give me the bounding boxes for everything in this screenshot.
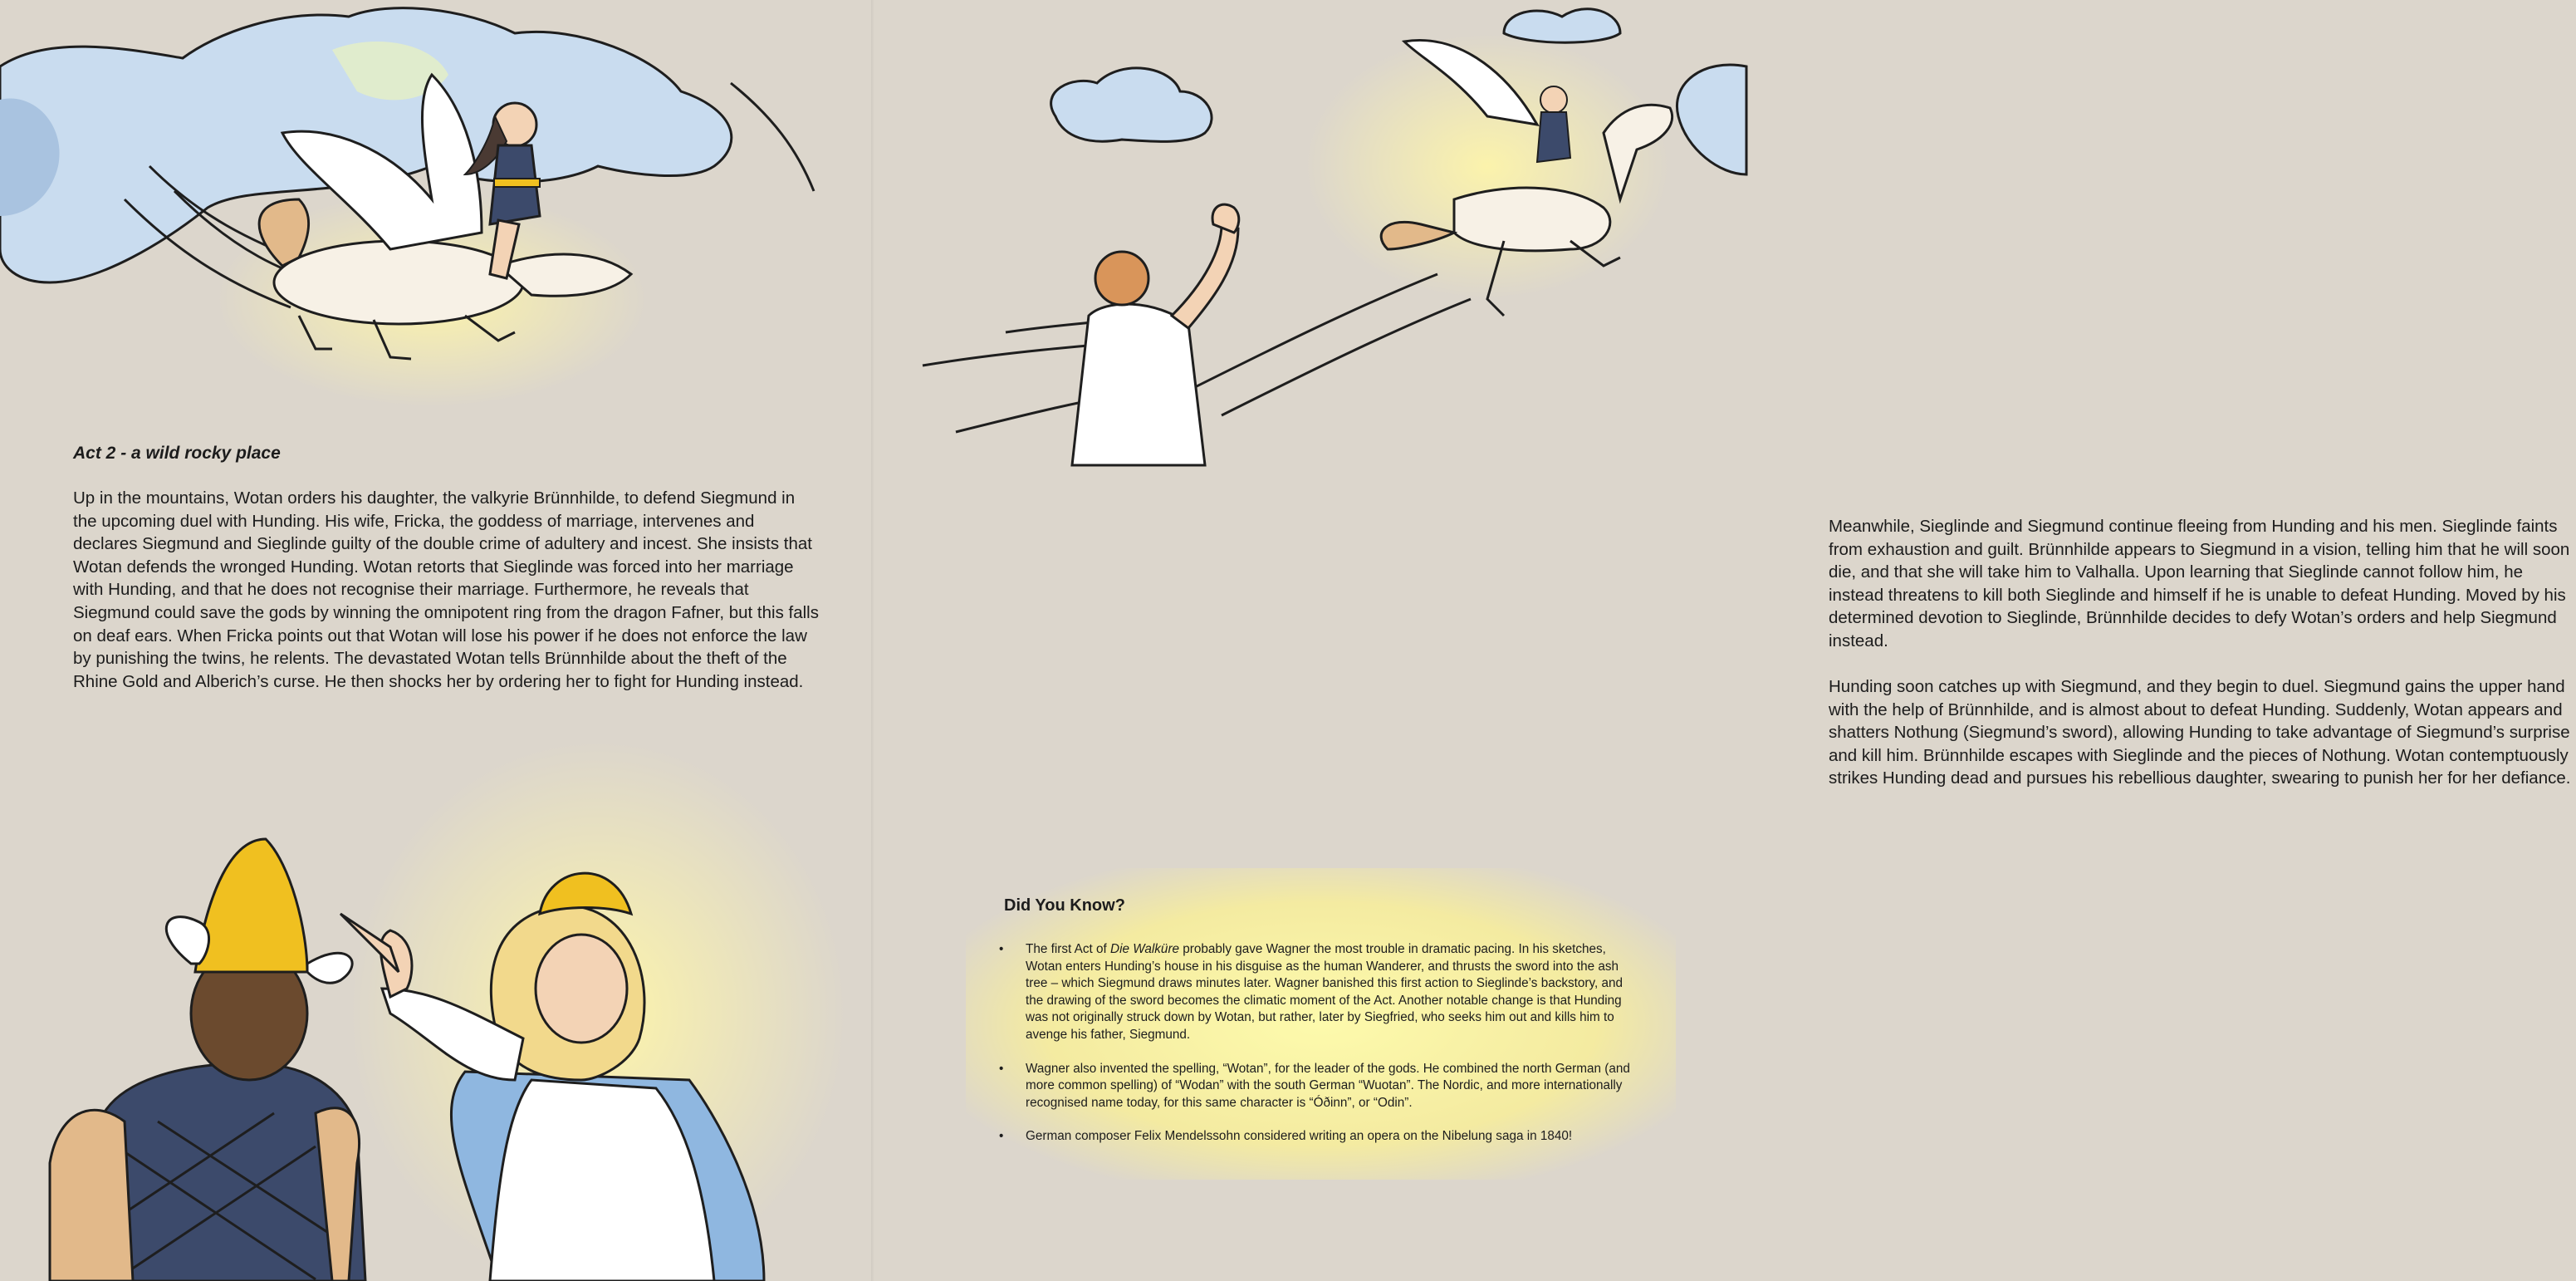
did-you-know-title: Did You Know?	[1004, 896, 1125, 915]
act-heading	[73, 444, 281, 464]
bullet-icon: •	[999, 942, 1004, 956]
cloud-shape	[1051, 68, 1212, 142]
fact-text: probably gave Wagner the most trouble in dramatic pacing. In his sketches, Wotan enters Hunding’s house in his disguise as the human Wanderer, and thrusts the sword into the ash tree – which Siegmund draws minutes later. Wagner banished this first action to Sieglinde’s backstory, and the drawing of the sword becomes the climatic moment of the Act. Another notable change is that Hunding was not originally struck down by Wotan, but rather, later by Siegfried, who seeks him out and kills him to avenge his father, Siegmund.	[1026, 942, 1623, 1042]
bullet-icon: •	[999, 1061, 1004, 1076]
list-item	[999, 941, 1638, 1044]
bullet-icon: •	[999, 1129, 1004, 1144]
act-label: Act 2	[73, 444, 116, 463]
fact-text: German composer Felix Mendelssohn considered writing an opera on the Nibelung saga in 1840!	[1026, 1129, 1573, 1144]
cloud-shape	[1677, 65, 1746, 174]
cloud-shape	[1504, 9, 1620, 43]
list-item	[999, 1061, 1638, 1112]
fact-text: The first Act of	[1026, 942, 1111, 956]
act-summary-paragraph: Up in the mountains, Wotan orders his daughter, the valkyrie Brünnhilde, to defend Siegmund in the upcoming duel with Hunding. His wife, Fricka, the goddess of marriage, intervenes and declares Siegmund and Sieglinde guilty of the double crime of adultery and incest. She insists that Wotan defends the wronged Hunding. Wotan retorts that Sieglinde was forced into her marriage with Hunding, and that he does not recognise their marriage. Furthermore, he reveals that Siegmund could save the gods by winning the omnipotent ring from the dragon Fafner, but this falls on deaf ears. When Fricka points out that Wotan will lose his power if he does not enforce the law by punishing the twins, he relents. The devastated Wotan tells Brünnhilde about the theft of the Rhine Gold and Alberich’s curse. He then shocks her by ordering her to fight for Hunding instead.	[73, 488, 819, 691]
left-page	[0, 0, 873, 1281]
did-you-know-box	[966, 868, 1676, 1180]
duel-paragraph-1: Meanwhile, Sieglinde and Siegmund continue fleeing from Hunding and his men. Sieglinde faints from exhaustion and guilt. Brünnhilde appears to Siegmund in a vision, telling him that he will soon die, and that she will take him to Valhalla. Upon learning that Sieglinde cannot follow him, he instead threatens to kill both Sieglinde and himself if he is unable to defeat Hunding. Moved by his determined devotion to Sieglinde, Brünnhilde decides to defy Wotan’s orders and help Siegmund instead.	[1829, 517, 2570, 650]
valkyrie-pegasus-illustration	[0, 0, 830, 415]
did-you-know-list	[999, 941, 1638, 1162]
opera-title: Die Walküre	[1110, 942, 1180, 956]
act-setting: - a wild rocky place	[115, 444, 281, 463]
siegmund-vision-illustration	[873, 0, 1746, 465]
siegmund-figure	[1072, 204, 1239, 465]
wotan-fricka-illustration	[0, 764, 873, 1281]
list-item	[999, 1128, 1638, 1146]
duel-paragraph-2: Hunding soon catches up with Siegmund, and they begin to duel. Siegmund gains the upper hand with the help of Brünnhilde, and is almost about to defeat Hunding. Suddenly, Wotan appears and shatters Nothung (Siegmund’s sword), allowing Hunding to take advantage of Siegmund’s surprise and kill him. Brünnhilde escapes with Sieglinde and the pieces of Nothung. Wotan contemptuously strikes Hunding dead and pursues his rebellious daughter, swearing to punish her for her defiance.	[1829, 677, 2571, 788]
fact-text: Wagner also invented the spelling, “Wotan”, for the leader of the gods. He combined the north German (and more common spelling) of “Wodan” with the south German “Wuotan”. The Nordic, and more internationally recognised name today, for this same character is “Óðinn”, or “Odin”.	[1026, 1061, 1630, 1110]
wotan-figure	[50, 839, 365, 1281]
